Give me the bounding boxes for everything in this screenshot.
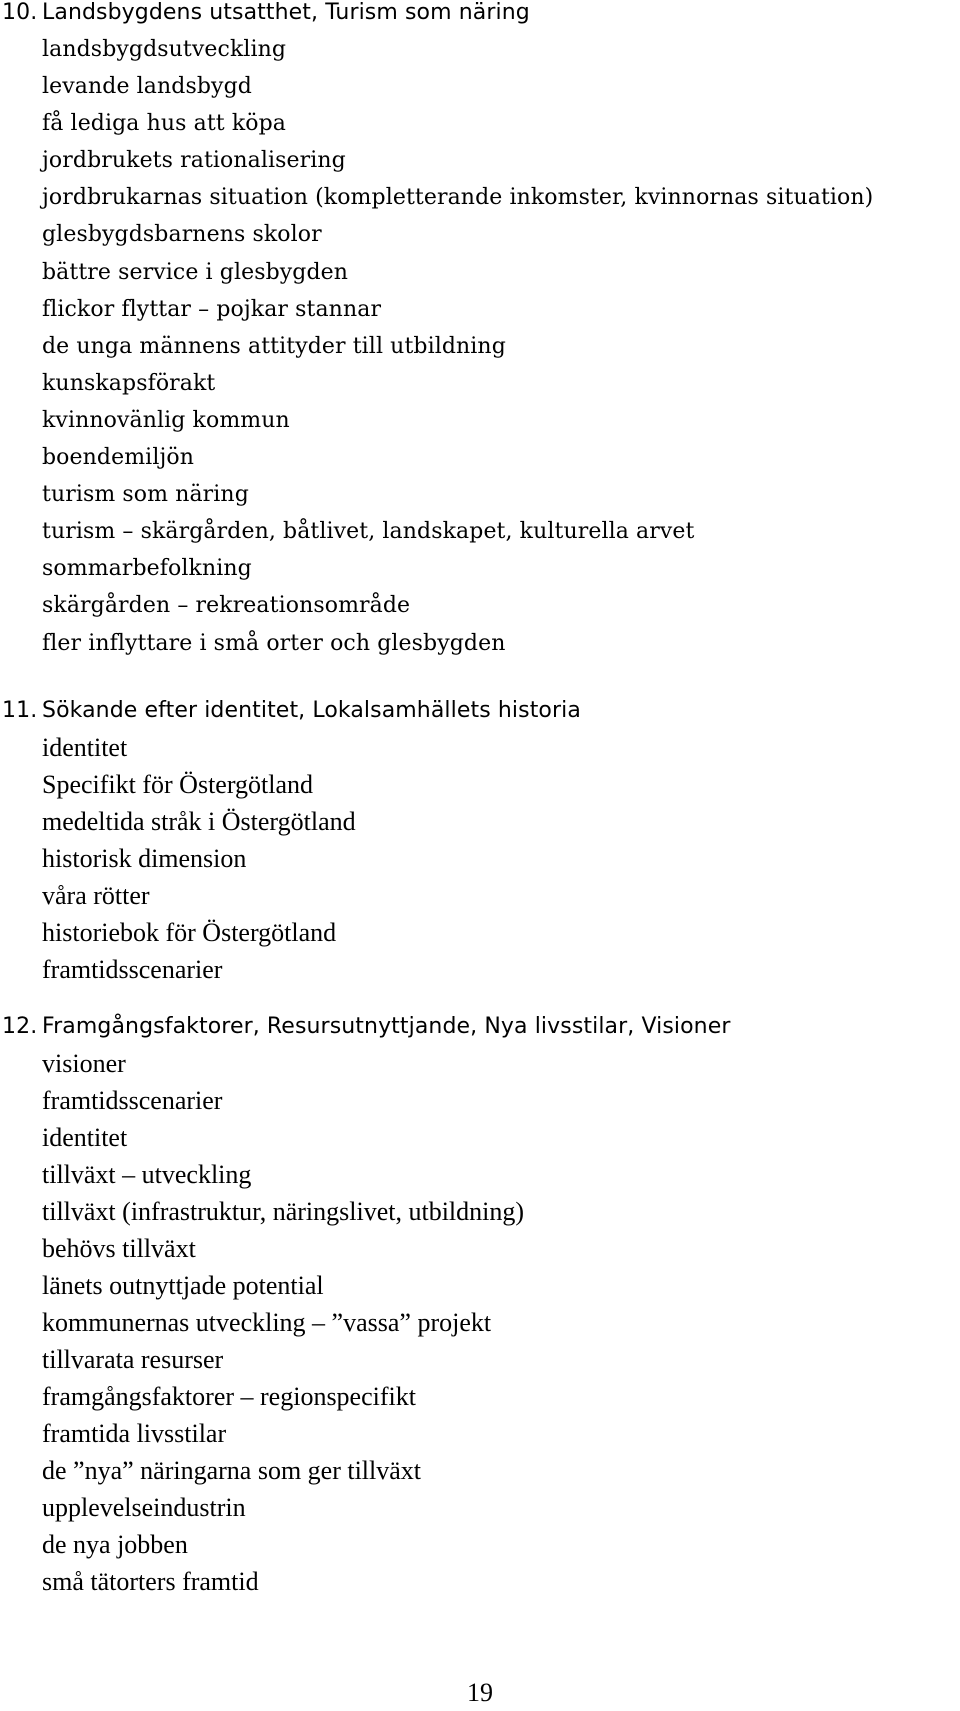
list-item: de unga männens attityder till utbildning (42, 333, 506, 359)
list-item: visioner (42, 1049, 126, 1078)
keyword-list (0, 31, 960, 662)
list-item: historisk dimension (42, 844, 247, 873)
list-item: historiebok för Östergötland (42, 918, 337, 947)
section-heading (0, 1008, 960, 1045)
list-item: våra rötter (42, 881, 150, 910)
list-item: de ”nya” näringarna som ger tillväxt (42, 1456, 422, 1485)
list-item: identitet (42, 733, 128, 762)
list-item: medeltida stråk i Östergötland (42, 807, 356, 836)
section-title: Sökande efter identitet, Lokalsamhällets historia (42, 698, 581, 723)
list-item: behövs tillväxt (42, 1234, 196, 1263)
list-item: sommarbefolkning (42, 556, 252, 582)
list-item: länets outnyttjade potential (42, 1271, 324, 1300)
section-number: 12. (2, 1014, 38, 1039)
list-item: få lediga hus att köpa (42, 111, 287, 137)
list-item: framtidsscenarier (42, 955, 223, 984)
list-item: identitet (42, 1123, 128, 1152)
section-11 (0, 692, 960, 988)
section-number: 10. (2, 0, 38, 25)
list-item: levande landsbygd (42, 74, 252, 100)
keyword-list (0, 1045, 960, 1600)
list-item: flickor flyttar – pojkar stannar (42, 296, 382, 322)
list-item: jordbrukarnas situation (kompletterande inkomster, kvinnornas situation) (42, 185, 874, 211)
list-item: skärgården – rekreationsområde (42, 593, 411, 619)
list-item: kvinnovänlig kommun (42, 407, 290, 433)
list-item: tillvarata resurser (42, 1345, 224, 1374)
list-item: tillväxt – utveckling (42, 1160, 252, 1189)
list-item: de nya jobben (42, 1530, 188, 1559)
list-item: fler inflyttare i små orter och glesbygden (42, 630, 506, 656)
list-item: glesbygdsbarnens skolor (42, 222, 322, 248)
keyword-list (0, 729, 960, 988)
list-item: framtidsscenarier (42, 1086, 223, 1115)
list-item: framgångsfaktorer – regionspecifikt (42, 1382, 416, 1411)
list-item: framtida livsstilar (42, 1419, 227, 1448)
section-heading (0, 0, 960, 31)
list-item: små tätorters framtid (42, 1567, 259, 1596)
list-item: boendemiljön (42, 445, 194, 471)
list-item: turism – skärgården, båtlivet, landskapet, kulturella arvet (42, 519, 695, 545)
page-number: 19 (467, 1678, 493, 1707)
section-heading (0, 692, 960, 729)
list-item: turism som näring (42, 482, 249, 508)
list-item: tillväxt (infrastruktur, näringslivet, utbildning) (42, 1197, 525, 1226)
list-item: landsbygdsutveckling (42, 37, 287, 62)
list-item: bättre service i glesbygden (42, 259, 349, 285)
section-title: Framgångsfaktorer, Resursutnyttjande, Nya livsstilar, Visioner (42, 1014, 731, 1039)
list-item: Specifikt för Östergötland (42, 770, 314, 799)
list-item: upplevelseindustrin (42, 1493, 246, 1522)
section-title: Landsbygdens utsatthet, Turism som näring (42, 0, 530, 25)
section-10 (0, 0, 960, 662)
section-12 (0, 1008, 960, 1600)
section-number: 11. (2, 698, 38, 723)
list-item: kommunernas utveckling – ”vassa” projekt (42, 1308, 492, 1337)
list-item: jordbrukets rationalisering (42, 148, 346, 174)
list-item: kunskapsförakt (42, 370, 216, 396)
